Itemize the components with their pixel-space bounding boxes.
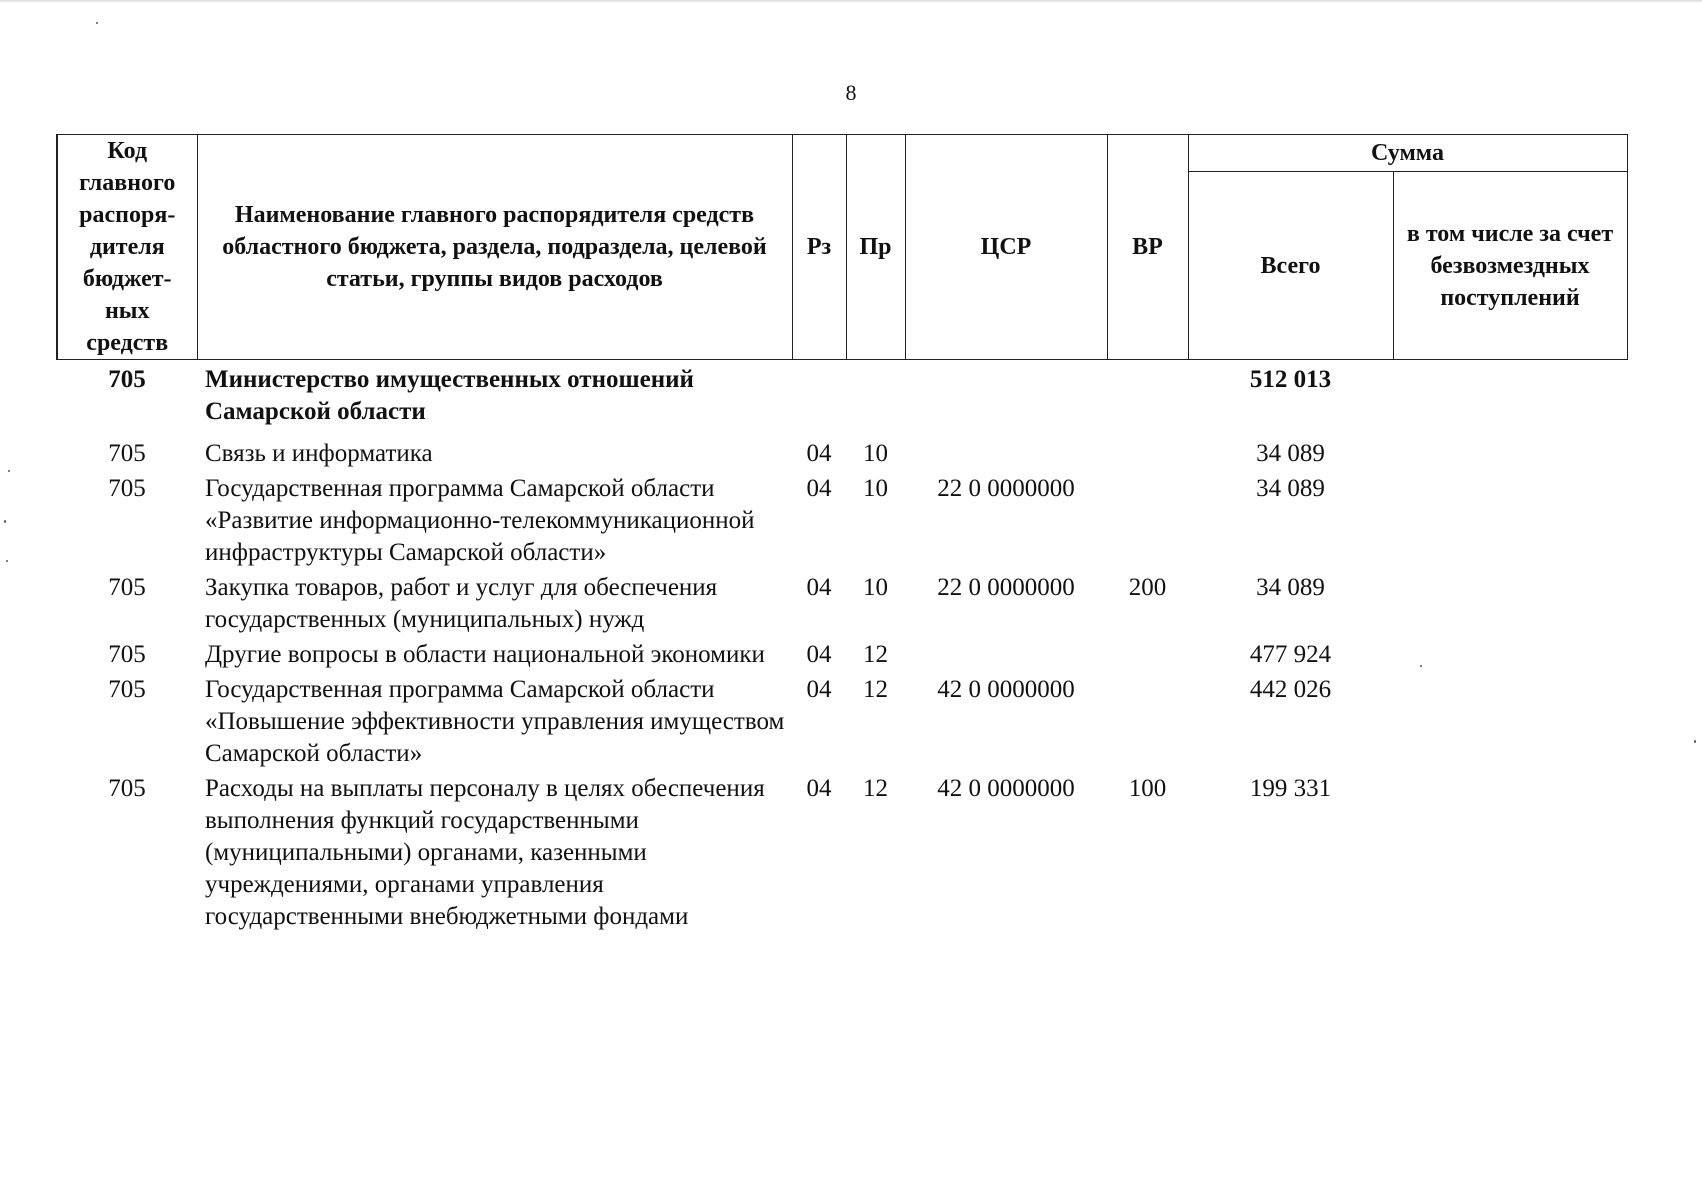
scan-speck: [96, 22, 98, 24]
row-rz: 04: [806, 676, 832, 703]
row-free: [1393, 470, 1627, 569]
table-row: [57, 428, 1627, 470]
row-total: 512 013: [1249, 366, 1332, 393]
row-rz: 04: [806, 574, 832, 601]
header-free: [1393, 172, 1627, 360]
scan-speck: [4, 520, 6, 523]
header-csr-label: ЦСР: [980, 234, 1032, 260]
row-total: 34 089: [1256, 475, 1325, 502]
row-vr: [1107, 428, 1188, 470]
row-rz: 04: [806, 440, 832, 467]
row-code: 705: [108, 440, 146, 467]
scan-speck: [1420, 665, 1422, 667]
row-csr: 42 0 0000000: [937, 676, 1075, 703]
row-vr: 200: [1128, 574, 1167, 601]
header-pr-label: Пр: [859, 234, 892, 260]
header-free-label: в том числе за счет безвозмездных поступлений: [1406, 220, 1614, 311]
table-row: [57, 569, 1627, 636]
row-csr: [905, 428, 1107, 470]
row-pr: 12: [863, 775, 888, 802]
row-rz: 04: [806, 475, 832, 502]
row-csr: 22 0 0000000: [937, 475, 1075, 502]
row-free: [1393, 671, 1627, 770]
row-pr: [846, 360, 905, 429]
scan-speck: [8, 470, 10, 472]
scan-edge: [0, 0, 1702, 3]
header-vr: [1107, 135, 1188, 360]
header-code-label: Код главного распоря-дителя бюджет-ных средств: [79, 138, 176, 356]
header-total-label: Всего: [1260, 252, 1321, 279]
header-sum: [1188, 135, 1627, 172]
row-total: 34 089: [1256, 440, 1325, 467]
table-body: [57, 360, 1627, 934]
row-rz: 04: [806, 641, 832, 668]
row-code: 705: [108, 366, 146, 393]
budget-table: [56, 134, 1628, 933]
scan-speck: [1694, 740, 1696, 743]
row-vr: 100: [1128, 775, 1167, 802]
row-rz: 04: [806, 775, 832, 802]
row-free: [1393, 360, 1627, 429]
row-csr: 22 0 0000000: [937, 574, 1075, 601]
row-pr: 12: [863, 676, 888, 703]
row-total: 477 924: [1249, 641, 1332, 668]
header-rz-label: Рз: [806, 234, 832, 260]
row-name: Закупка товаров, работ и услуг для обеспечения государственных (муниципальных) нужд: [205, 574, 718, 633]
header-code: [57, 135, 197, 360]
table-row: [57, 360, 1627, 429]
header-name-label: Наименование главного распорядителя средств областного бюджета, раздела, подраздела, целевой статьи, группы видов расходов: [222, 202, 767, 292]
row-pr: 10: [863, 475, 888, 502]
row-name: Государственная программа Самарской области «Развитие информационно-телекоммуникационной инфраструктуры Самарской области»: [205, 475, 755, 566]
header-sum-label: Сумма: [1371, 140, 1444, 167]
row-name: Связь и информатика: [205, 440, 433, 467]
header-vr-label: ВР: [1132, 234, 1163, 260]
row-pr: 10: [863, 440, 888, 467]
row-total: 442 026: [1249, 676, 1332, 703]
scan-speck: [6, 560, 8, 562]
row-free: [1393, 428, 1627, 470]
table-header: [57, 135, 1627, 360]
row-free: [1393, 569, 1627, 636]
row-code: 705: [108, 574, 146, 601]
header-total: [1188, 172, 1393, 360]
row-pr: 10: [863, 574, 888, 601]
row-name: Государственная программа Самарской области «Повышение эффективности управления имуществом Самарской области»: [205, 676, 785, 767]
row-vr: [1107, 671, 1188, 770]
row-code: 705: [108, 775, 146, 802]
row-pr: 12: [863, 641, 888, 668]
row-name: Министерство имущественных отношений Самарской области: [205, 366, 694, 425]
table-row: [57, 770, 1627, 933]
header-rz: [792, 135, 846, 360]
header-csr: [905, 135, 1107, 360]
row-code: 705: [108, 641, 146, 668]
row-csr: [905, 360, 1107, 429]
row-code: 705: [108, 676, 146, 703]
page-number: 8: [845, 80, 857, 105]
row-vr: [1107, 636, 1188, 671]
row-vr: [1107, 470, 1188, 569]
row-total: 34 089: [1256, 574, 1325, 601]
table-row: [57, 671, 1627, 770]
row-csr: 42 0 0000000: [937, 775, 1075, 802]
row-name: Расходы на выплаты персоналу в целях обеспечения выполнения функций государственными (муниципальными) органами, казенными учреждениями, органами управления государственными внебюджетными фондами: [205, 775, 765, 930]
header-pr: [846, 135, 905, 360]
row-rz: [792, 360, 846, 429]
row-code: 705: [108, 475, 146, 502]
row-total: 199 331: [1249, 775, 1332, 802]
row-name: Другие вопросы в области национальной экономики: [205, 641, 765, 668]
row-free: [1393, 636, 1627, 671]
table-row: [57, 636, 1627, 671]
row-csr: [905, 636, 1107, 671]
row-vr: [1107, 360, 1188, 429]
row-free: [1393, 770, 1627, 933]
table-row: [57, 470, 1627, 569]
header-name: [197, 135, 792, 360]
